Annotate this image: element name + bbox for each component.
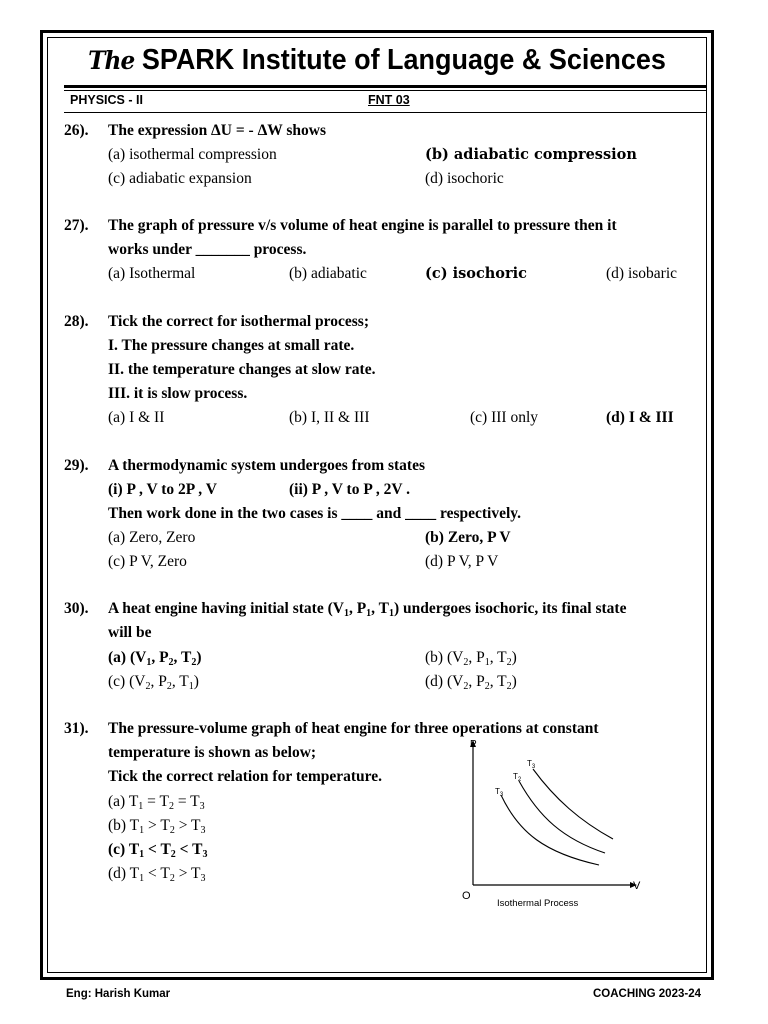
origin-label: O xyxy=(462,890,471,902)
question-text-line1: A thermodynamic system undergoes from states xyxy=(108,457,425,474)
question-text-line3: II. the temperature changes at slow rate. xyxy=(108,361,376,378)
curve-label-t2: $T_2$ xyxy=(513,772,522,783)
option-c: (c) P V, Zero xyxy=(108,553,187,570)
option-b: (b) I, II & III xyxy=(289,409,370,426)
question-number: 27). xyxy=(64,217,89,234)
option-a: (a) $T_1 = T_2 = T_3$ xyxy=(108,793,205,812)
option-b: (b) Zero, P V xyxy=(425,529,511,546)
isotherm-t3 xyxy=(533,769,613,839)
question-text-line1: The pressure-volume graph of heat engine for three operations at constant xyxy=(108,720,599,737)
title-rule-thick xyxy=(64,85,706,88)
question-text-line1: A heat engine having initial state ($V_1$, $P_1$, $T_1$) undergoes isochoric, its final state xyxy=(108,600,627,619)
option-a: (a) ($V_1$, $P_2$, $T_2$) xyxy=(108,649,202,668)
option-b: (b) adiabatic xyxy=(289,265,367,282)
option-d: (d) $T_1 < T_2 > T_3$ xyxy=(108,865,206,884)
question-text-line3: Then work done in the two cases is ____ and ____ respectively. xyxy=(108,505,522,522)
footer-author: Eng: Harish Kumar xyxy=(66,988,171,1000)
question-text-line2: works under _______ process. xyxy=(108,241,307,258)
question-number: 28). xyxy=(64,313,89,330)
question-text-line2: temperature is shown as below; xyxy=(108,744,317,761)
graph-caption: Isothermal Process xyxy=(497,898,579,909)
option-d: (d) isobaric xyxy=(606,265,678,282)
option-d: (d) P V, P V xyxy=(425,553,499,570)
question-text-line2: will be xyxy=(108,624,152,641)
x-axis-label: V xyxy=(633,880,641,892)
case-i: (i) P , V to 2P , V xyxy=(108,481,217,498)
header-rule xyxy=(64,112,706,113)
option-b: (b) $T_1 > T_2 > T_3$ xyxy=(108,817,206,836)
option-b: (b) ($V_2$, $P_1$, $T_2$) xyxy=(425,649,517,668)
question-text-line1: The graph of pressure v/s volume of heat engine is parallel to pressure then it xyxy=(108,217,617,234)
question-text-post: ) undergoes isochoric, its final state xyxy=(393,600,627,617)
option-a: (a) I & II xyxy=(108,409,165,426)
case-ii: (ii) P , V to P , 2V . xyxy=(289,481,410,498)
option-a: (a) isothermal compression xyxy=(108,146,277,163)
option-a: (a) Isothermal xyxy=(108,265,196,282)
question-number: 30). xyxy=(64,600,89,617)
option-b: (b) adiabatic compression xyxy=(425,146,637,163)
title-prefix: The xyxy=(88,46,135,75)
question-number: 29). xyxy=(64,457,89,474)
footer-session: COACHING 2023-24 xyxy=(592,988,701,1000)
question-text-line2: I. The pressure changes at small rate. xyxy=(108,337,355,354)
question-text-line1: Tick the correct for isothermal process; xyxy=(108,313,369,330)
institute-title xyxy=(64,44,691,77)
option-c: (c) III only xyxy=(470,409,538,426)
isothermal-pv-graph xyxy=(455,735,655,910)
option-d: (d) isochoric xyxy=(425,170,504,187)
isotherm-t2 xyxy=(519,781,605,853)
option-c: (c) isochoric xyxy=(425,265,527,282)
question-text-pre: A heat engine having initial state (V xyxy=(108,600,344,617)
title-main: SPARK Institute of Language & Sciences xyxy=(141,44,666,76)
title-rule-thin xyxy=(64,90,706,91)
curve-label-t3: $T_3$ xyxy=(527,759,536,770)
subject-label: PHYSICS - II xyxy=(70,93,143,107)
isotherm-t1 xyxy=(501,795,599,865)
question-number: 31). xyxy=(64,720,89,737)
question-number: 26). xyxy=(64,122,89,139)
option-c: (c) $T_1 < T_2 < T_3$ xyxy=(108,841,208,860)
test-code: FNT 03 xyxy=(368,93,410,107)
y-axis-label: P xyxy=(470,739,477,750)
option-d: (d) ($V_2$, $P_2$, $T_2$) xyxy=(425,673,517,692)
option-c: (c) adiabatic expansion xyxy=(108,170,252,187)
option-c: (c) ($V_2$, $P_2$, $T_1$) xyxy=(108,673,199,692)
option-a: (a) Zero, Zero xyxy=(108,529,196,546)
question-text: The expression ΔU = - ΔW shows xyxy=(108,122,327,139)
curve-label-t1: $T_3$ xyxy=(495,787,504,798)
question-text-line4: III. it is slow process. xyxy=(108,385,248,402)
option-d: (d) I & III xyxy=(606,409,674,426)
question-text-line3: Tick the correct relation for temperature. xyxy=(108,768,383,785)
